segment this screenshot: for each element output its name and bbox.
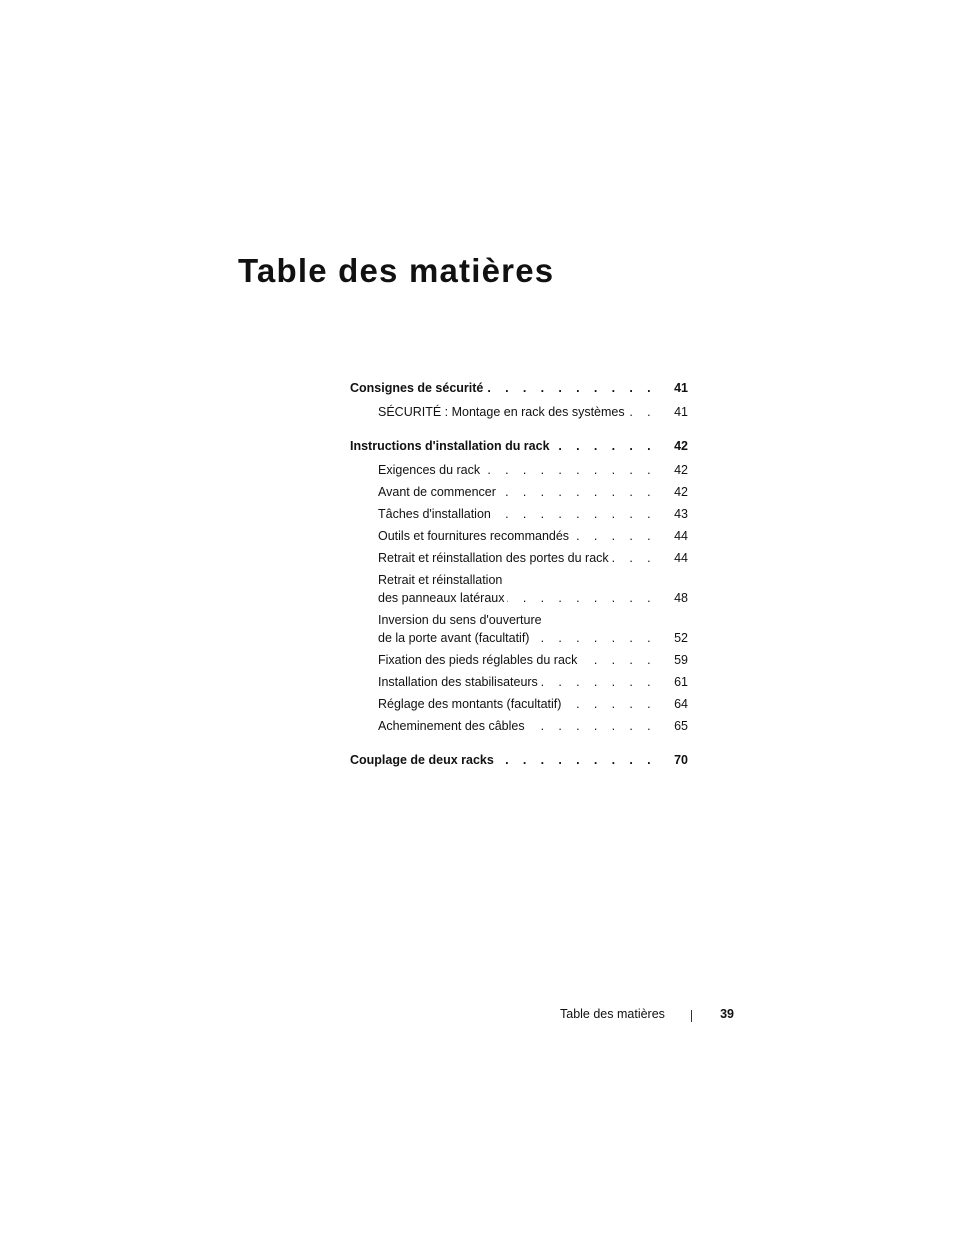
toc-entry[interactable] [350,379,688,397]
toc-page-number: 44 [674,551,688,565]
toc-entry[interactable] [378,717,688,735]
toc-page-number: 65 [674,719,688,733]
toc-dot-leader [564,695,656,713]
toc-entry-text: SÉCURITÉ : Montage en rack des systèmes [378,405,625,419]
toc-entry-text: Couplage de deux racks [350,753,494,767]
toc-page-number: 41 [674,405,688,419]
toc-entry-text: Fixation des pieds réglables du rack [378,653,578,667]
toc-entry[interactable] [350,751,688,769]
toc-page-number: 64 [674,697,688,711]
toc-entry[interactable] [378,403,688,421]
toc-entry-text: Avant de commencer [378,485,496,499]
toc-entry-text: de la porte avant (facultatif) [378,631,530,645]
toc-page-number: 42 [674,439,688,453]
toc-entry[interactable] [378,483,688,501]
toc-dot-leader [528,717,656,735]
toc-page-number: 61 [674,675,688,689]
toc-entry-text: Outils et fournitures recommandés [378,529,570,543]
toc-dot-leader [553,437,656,455]
toc-dot-leader [580,651,656,669]
table-of-contents [350,379,688,769]
toc-dot-leader [572,527,656,545]
toc-entry[interactable] [378,505,688,523]
toc-dot-leader [532,629,656,647]
toc-entry-text: Installation des stabilisateurs [378,675,538,689]
toc-entry[interactable] [378,549,688,567]
toc-dot-leader [628,403,656,421]
toc-entry[interactable] [378,695,688,713]
toc-dot-leader [494,505,656,523]
toc-entry[interactable] [378,461,688,479]
toc-entry[interactable] [378,611,688,647]
toc-dot-leader [499,483,656,501]
toc-entry-text: Tâches d'installation [378,507,491,521]
toc-entry-text: Retrait et réinstallation [378,573,503,587]
toc-entry[interactable] [378,571,688,607]
toc-page-number: 48 [674,591,688,605]
toc-entry[interactable] [378,527,688,545]
toc-entry-text: Instructions d'installation du rack [350,439,550,453]
toc-dot-leader [541,673,656,691]
toc-page-number: 52 [674,631,688,645]
toc-page-number: 43 [674,507,688,521]
footer-page-number: 39 [720,1007,734,1021]
toc-page-number: 41 [674,381,688,395]
toc-page-number: 70 [674,753,688,767]
toc-entry-text: des panneaux latéraux [378,591,505,605]
toc-entry-text: Acheminement des câbles [378,719,525,733]
footer-section-title: Table des matières [560,1007,665,1021]
toc-entry-text: Exigences du rack [378,463,481,477]
toc-dot-leader [486,379,656,397]
toc-entry[interactable] [350,437,688,455]
toc-entry-text: Inversion du sens d'ouverture [378,613,542,627]
toc-page-number: 59 [674,653,688,667]
toc-dot-leader [612,549,656,567]
page-title: Table des matières [238,252,555,289]
toc-entry-text: Consignes de sécurité [350,381,484,395]
toc-entry-text: Réglage des montants (facultatif) [378,697,562,711]
page-footer [560,1007,736,1025]
toc-dot-leader [483,461,656,479]
toc-page-number: 44 [674,529,688,543]
toc-entry[interactable] [378,673,688,691]
toc-entry[interactable] [378,651,688,669]
toc-entry-text: Retrait et réinstallation des portes du rack [378,551,609,565]
toc-page-number: 42 [674,485,688,499]
toc-page-number: 42 [674,463,688,477]
footer-separator [691,1010,692,1022]
toc-dot-leader [497,751,656,769]
toc-dot-leader [507,589,656,607]
